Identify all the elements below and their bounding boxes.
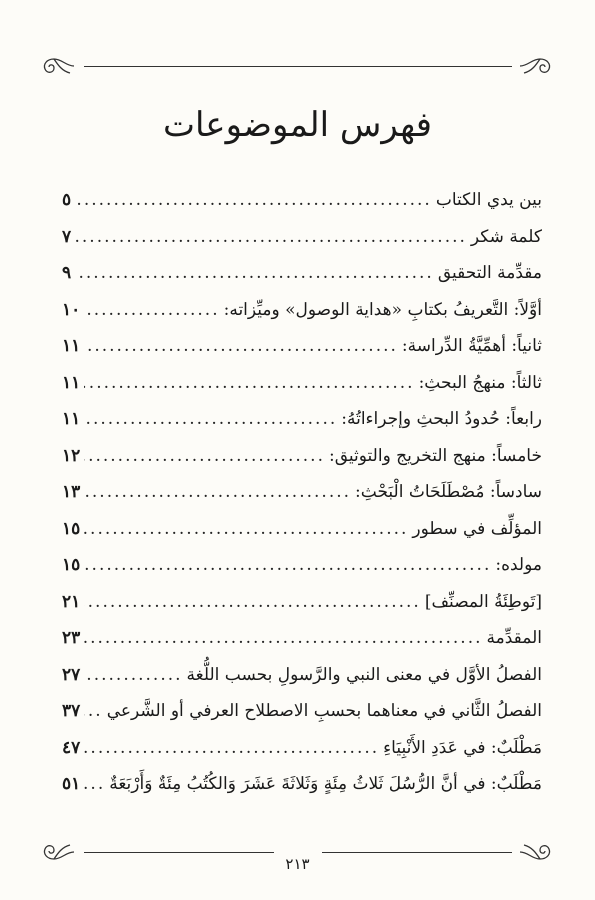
toc-entry-page: ١٣ [62, 482, 81, 502]
leader-dots [84, 555, 491, 575]
toc-entry-title: أوَّلاً: التَّعريفُ بكتابِ «هداية الوصول» وميِّزاته: [223, 299, 542, 320]
toc-entry-page: ١١ [62, 372, 81, 393]
leader-dots [84, 482, 351, 502]
top-rule [126, 66, 466, 67]
leader-dots [84, 409, 337, 429]
toc-entry [62, 774, 542, 811]
leader-dots [76, 227, 467, 247]
toc-entry-page: ١٥ [62, 555, 81, 575]
toc-entry-title: مَطْلَبٌ: في عَدَدِ الأَنْبِيَاءِ [383, 737, 542, 758]
toc-entry-title: ثالثاً: منهجُ البحثِ: [418, 372, 542, 393]
leader-dots [84, 592, 421, 612]
corner-ornament-icon [518, 55, 554, 77]
toc-entry-title: كلمة شكر [470, 226, 542, 247]
toc-entry-title: مولده: [495, 555, 542, 575]
leader-dots [75, 190, 432, 210]
toc-entry-page: ١١ [62, 336, 81, 356]
toc-entry [62, 336, 542, 373]
corner-ornament-icon [40, 55, 76, 77]
leader-dots [84, 738, 379, 758]
toc-entry [62, 519, 542, 556]
toc-entry-page: ٤٧ [62, 737, 81, 758]
toc-entry-page: ٥١ [62, 774, 81, 794]
toc-entry-page: ١٥ [62, 518, 81, 539]
toc-entry [62, 555, 542, 592]
leader-dots [84, 336, 398, 356]
toc-entry-page: ٩ [62, 263, 72, 283]
toc-entry [62, 190, 542, 227]
bottom-rule [322, 852, 512, 853]
toc-entry [62, 701, 542, 738]
toc-entry-page: ٥ [62, 190, 72, 210]
bottom-rule [84, 852, 274, 853]
toc-entry-page: ١٠ [62, 299, 81, 320]
toc-entry [62, 409, 542, 446]
toc-entry [62, 738, 542, 775]
toc-entry [62, 263, 542, 300]
toc-entry-title: ثانياً: أهمِّيَّةُ الدِّراسة: [401, 336, 542, 356]
page-number: ٢١٣ [285, 855, 310, 873]
toc-entry-page: ٧ [62, 226, 72, 247]
top-rule [466, 66, 512, 67]
toc-entry-title: رابعاً: حُدودُ البحثِ وإجراءاتُهُ: [341, 409, 542, 429]
toc-entry [62, 373, 542, 410]
toc-entry [62, 300, 542, 337]
toc-entry [62, 482, 542, 519]
toc-entry-title: المؤلِّف في سطور [412, 518, 542, 539]
toc-entry-title: مَطْلَبٌ: في أنَّ الرُّسُلَ ثَلاثُ مِئَةٍ وَثَلاثَةَ عَشَرَ وَالكُتُبُ مِئَةٌ وَأَرْبَعَةٌ [109, 774, 542, 794]
leader-dots [84, 774, 105, 794]
toc-entry-title: الفصلُ الثَّاني في معناهما بحسبِ الاصطلاح العرفي أو الشَّرعي [106, 701, 542, 721]
toc-entry-page: ٢٣ [62, 628, 81, 648]
table-of-contents [62, 190, 542, 811]
toc-entry [62, 446, 542, 483]
toc-entry [62, 665, 542, 702]
toc-entry-page: ٢١ [62, 591, 81, 612]
page-title: فهرس الموضوعات [162, 105, 433, 145]
top-rule [84, 66, 126, 67]
toc-entry-page: ٢٧ [62, 664, 81, 685]
toc-entry-title: مقدِّمة التحقيق [437, 263, 542, 283]
leader-dots [84, 519, 408, 539]
leader-dots [84, 628, 482, 648]
toc-entry-title: الفصلُ الأوَّل في معنى النبي والرَّسولِ بحسب اللُّغة [186, 664, 542, 685]
toc-entry-page: ١١ [62, 409, 81, 429]
toc-entry-title: المقدِّمة [486, 628, 542, 648]
toc-entry [62, 628, 542, 665]
leader-dots [84, 300, 219, 320]
leader-dots [84, 373, 414, 393]
leader-dots [84, 665, 182, 685]
leader-dots [75, 263, 434, 283]
toc-entry-title: سادساً: مُصْطَلَحَاتُ الْبَحْثِ: [355, 482, 542, 502]
toc-entry [62, 227, 542, 264]
toc-entry-title: خامساً: منهج التخريج والتوثيق: [328, 445, 542, 466]
leader-dots [84, 701, 102, 721]
toc-entry-title: [تَوطِئَةُ المصنِّف] [424, 591, 542, 612]
toc-entry-page: ٣٧ [62, 701, 81, 721]
leader-dots [84, 446, 325, 466]
toc-entry-page: ١٢ [62, 445, 81, 466]
toc-entry [62, 592, 542, 629]
toc-entry-title: بين يدي الكتاب [435, 190, 542, 210]
